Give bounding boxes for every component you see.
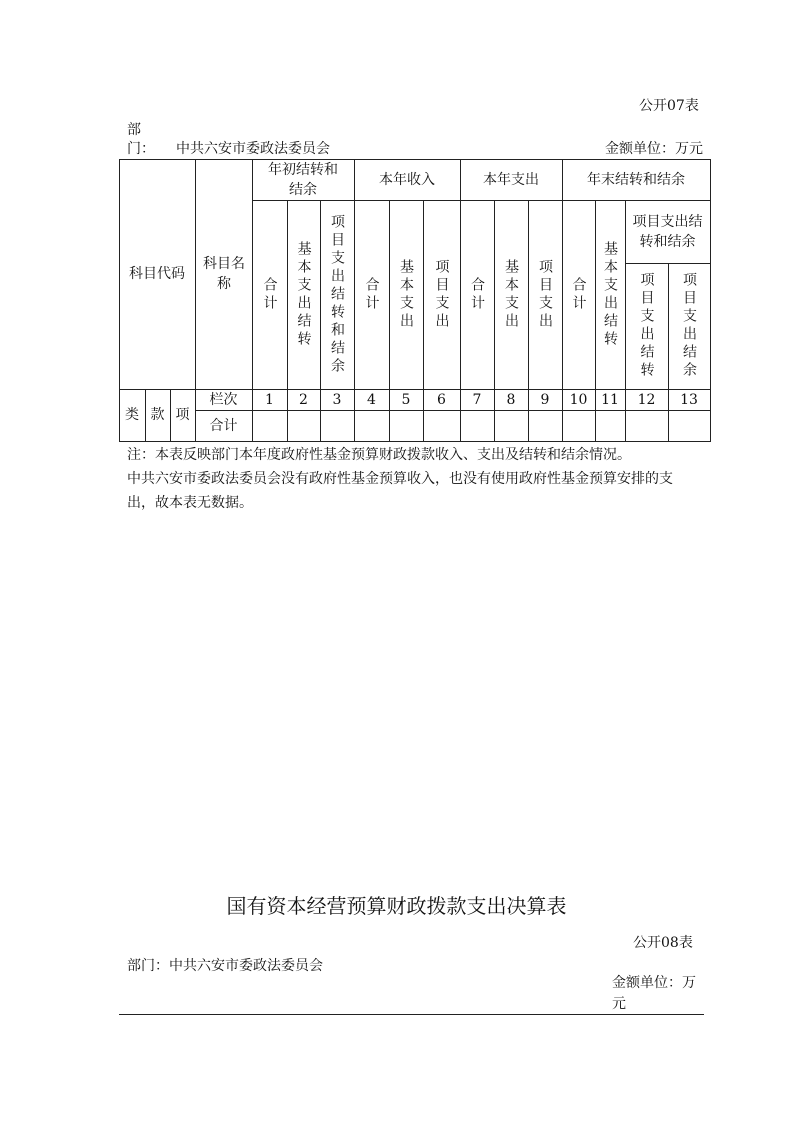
col-number: 11 xyxy=(601,391,619,408)
header-income-basic: 基本支出 xyxy=(398,258,414,331)
header-subject-name: 科目名称 xyxy=(203,256,245,292)
sum-row-label: 合计 xyxy=(209,417,238,434)
row-number-label: 栏次 xyxy=(209,391,238,408)
col-number: 8 xyxy=(506,391,516,408)
header-income: 本年收入 xyxy=(379,171,435,188)
table-code-08: 公开08表 xyxy=(633,935,693,951)
col-number: 7 xyxy=(472,391,482,408)
note-line-3: 出，故本表无数据。 xyxy=(127,495,253,511)
header-begin-basic: 基本支出结转 xyxy=(295,240,312,349)
header-income-project: 项目支出 xyxy=(433,258,450,331)
note-line-1: 注：本表反映部门本年度政府性基金预算财政拨款收入、支出及结转和结余情况。 xyxy=(127,447,631,463)
table-08-top-rule xyxy=(119,1014,704,1015)
header-expense-project: 项目支出 xyxy=(537,258,553,331)
header-begin-balance: 年初结转和结余 xyxy=(268,161,338,198)
header-end-basic: 基本支出结转 xyxy=(602,240,618,349)
header-expense: 本年支出 xyxy=(483,171,539,188)
amount-unit-08-line2: 元 xyxy=(612,996,626,1012)
header-end-balance: 年末结转和结余 xyxy=(587,171,685,188)
header-expense-basic: 基本支出 xyxy=(503,258,519,331)
col-number: 1 xyxy=(265,391,274,408)
header-class: 类 xyxy=(125,407,139,423)
header-end-project-group: 项目支出结转和结余 xyxy=(632,213,703,250)
table-code-07: 公开07表 xyxy=(639,98,699,114)
note-line-2: 中共六安市委政法委员会没有政府性基金预算收入，也没有使用政府性基金预算安排的支 xyxy=(127,471,673,487)
col-number: 10 xyxy=(569,391,588,408)
header-expense-total: 合计 xyxy=(469,276,485,313)
header-end-total: 合计 xyxy=(570,276,587,313)
dept-label-line1: 部 xyxy=(127,122,141,138)
fund-budget-table xyxy=(119,159,711,442)
col-number: 4 xyxy=(367,391,376,408)
header-item: 项 xyxy=(175,407,190,423)
header-begin-project: 项目支出结转和结余 xyxy=(329,213,345,376)
col-number: 6 xyxy=(437,391,446,408)
dept-name: 中共六安市委政法委员会 xyxy=(176,141,330,157)
col-number: 9 xyxy=(540,391,550,408)
header-subject-code: 科目代码 xyxy=(129,266,185,282)
col-number: 12 xyxy=(637,391,656,408)
col-number: 3 xyxy=(332,391,342,408)
header-begin-total: 合计 xyxy=(261,276,278,313)
col-number: 5 xyxy=(401,391,411,408)
amount-unit: 金额单位：万元 xyxy=(605,141,703,157)
col-number: 13 xyxy=(680,391,698,408)
header-end-project-balance: 项目支出结余 xyxy=(681,272,697,380)
header-income-total: 合计 xyxy=(363,276,380,313)
header-section: 款 xyxy=(150,407,165,423)
header-end-project-carry: 项目支出结转 xyxy=(638,272,655,380)
table-08-title: 国有资本经营预算财政拨款支出决算表 xyxy=(226,894,567,918)
dept-08: 部门：中共六安市委政法委员会 xyxy=(127,958,323,974)
amount-unit-08-line1: 金额单位：万 xyxy=(612,975,696,991)
dept-label-line2: 门： xyxy=(127,141,155,157)
col-number: 2 xyxy=(299,391,308,408)
